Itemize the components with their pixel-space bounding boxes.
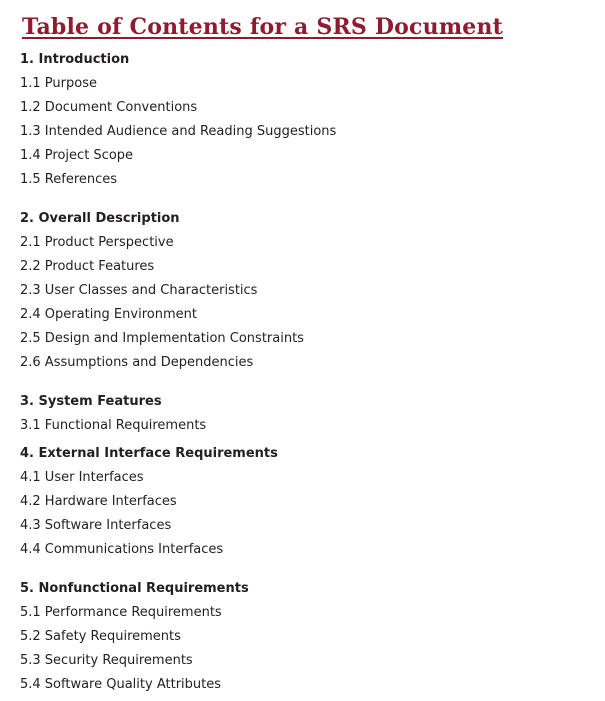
toc-section-4 <box>0 442 605 562</box>
toc-section-2 <box>0 207 605 375</box>
toc-section-3 <box>0 390 605 438</box>
toc-item-4-2[interactable]: 4.2 Hardware Interfaces <box>20 493 177 509</box>
toc-item-2-2[interactable]: 2.2 Product Features <box>20 258 155 274</box>
toc-heading-3[interactable]: 3. System Features <box>20 393 162 409</box>
toc-item-5-2[interactable]: 5.2 Safety Requirements <box>20 628 181 644</box>
toc-section-1 <box>0 48 605 192</box>
toc-item-1-5[interactable]: 1.5 References <box>20 171 118 187</box>
section-gap-2 <box>0 375 605 390</box>
toc-item-5-3[interactable]: 5.3 Security Requirements <box>20 652 193 668</box>
toc-heading-1[interactable]: 1. Introduction <box>20 51 130 67</box>
toc-item-1-3[interactable]: 1.3 Intended Audience and Reading Suggestions <box>20 123 337 139</box>
toc-item-5-1[interactable]: 5.1 Performance Requirements <box>20 604 222 620</box>
toc-item-2-1[interactable]: 2.1 Product Perspective <box>20 234 174 250</box>
toc-item-4-1[interactable]: 4.1 User Interfaces <box>20 469 144 485</box>
toc-item-5-4[interactable]: 5.4 Software Quality Attributes <box>20 676 222 692</box>
toc-item-2-3[interactable]: 2.3 User Classes and Characteristics <box>20 282 258 298</box>
toc-item-4-3[interactable]: 4.3 Software Interfaces <box>20 517 172 533</box>
toc-heading-2[interactable]: 2. Overall Description <box>20 210 180 226</box>
toc-item-2-6[interactable]: 2.6 Assumptions and Dependencies <box>20 354 254 370</box>
toc-section-5 <box>0 577 605 697</box>
toc-heading-5[interactable]: 5. Nonfunctional Requirements <box>20 580 249 596</box>
toc-item-4-4[interactable]: 4.4 Communications Interfaces <box>20 541 224 557</box>
table-of-contents <box>0 48 605 697</box>
toc-item-2-5[interactable]: 2.5 Design and Implementation Constraints <box>20 330 304 346</box>
toc-item-1-4[interactable]: 1.4 Project Scope <box>20 147 134 163</box>
toc-heading-4[interactable]: 4. External Interface Requirements <box>20 445 278 461</box>
toc-item-1-2[interactable]: 1.2 Document Conventions <box>20 99 198 115</box>
page-title: Table of Contents for a SRS Document <box>22 14 504 40</box>
section-gap-1 <box>0 192 605 207</box>
toc-item-3-1[interactable]: 3.1 Functional Requirements <box>20 417 207 433</box>
toc-item-2-4[interactable]: 2.4 Operating Environment <box>20 306 197 322</box>
section-gap-4 <box>0 562 605 577</box>
toc-item-1-1[interactable]: 1.1 Purpose <box>20 75 97 91</box>
